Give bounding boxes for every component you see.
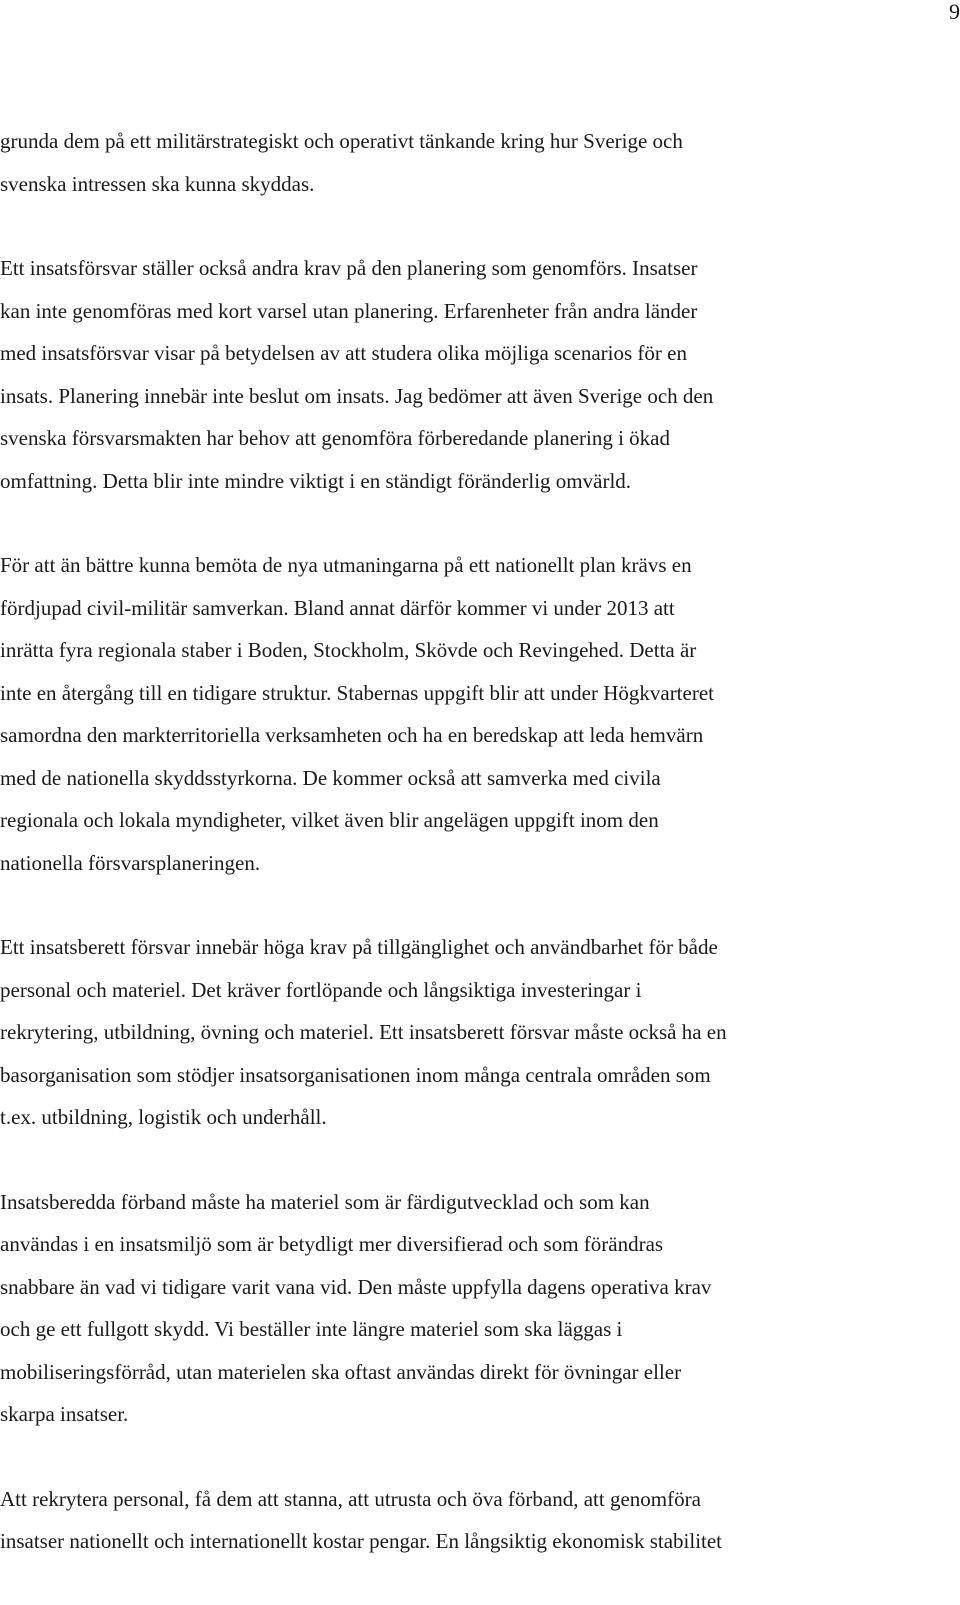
text-line: med insatsförsvar visar på betydelsen av att studera olika möjliga scenarios för en [0,341,687,365]
text-line: t.ex. utbildning, logistik och underhåll. [0,1105,327,1129]
text-line: nationella försvarsplaneringen. [0,850,261,875]
text-line: kan inte genomföras med kort varsel utan planering. Erfarenheter från andra länder [0,298,698,323]
text-line: Ett insatsberett försvar innebär höga krav på tillgänglighet och användbarhet för både [0,935,718,959]
text-line: regionala och lokala myndigheter, vilket även blir angelägen uppgift inom den [0,808,659,832]
paragraph-3 [0,544,960,884]
text-line: snabbare än vad vi tidigare varit vana vid. Den måste uppfylla dagens operativa krav [0,1274,712,1299]
text-line: fördjupad civil-militär samverkan. Bland annat därför kommer vi under 2013 att [0,595,675,620]
text-line: Att rekrytera personal, få dem att stanna, att utrusta och öva förband, att genomföra [0,1486,701,1511]
text-line: skarpa insatser. [0,1402,129,1426]
text-line: insats. Planering innebär inte beslut om insats. Jag bedömer att även Sverige och den [0,383,714,408]
text-line: basorganisation som stödjer insatsorganisationen inom många centrala områden som [0,1062,711,1087]
paragraph-2 [0,247,960,502]
paragraph-6 [0,1478,960,1563]
text-line: Insatsberedda förband måste ha materiel som är färdigutvecklad och som kan [0,1189,650,1214]
paragraph-1 [0,120,960,205]
paragraph-5 [0,1181,960,1436]
text-line: inte en återgång till en tidigare struktur. Stabernas uppgift blir att under Högkvarteret [0,680,714,705]
paragraph-4 [0,926,960,1139]
text-line: personal och materiel. Det kräver fortlöpande och långsiktiga investeringar i [0,977,642,1002]
text-line: med de nationella skyddsstyrkorna. De kommer också att samverka med civila [0,765,661,790]
text-line: insatser nationellt och internationellt kostar pengar. En långsiktig ekonomisk stabilitet [0,1529,723,1553]
text-line: samordna den markterritoriella verksamheten och ha en beredskap att leda hemvärn [0,723,704,747]
document-body [0,120,960,1605]
text-line: omfattning. Detta blir inte mindre viktigt i en ständigt föränderlig omvärld. [0,468,632,493]
text-line: mobiliseringsförråd, utan materielen ska oftast användas direkt för övningar eller [0,1359,682,1384]
text-line: svenska intressen ska kunna skyddas. [0,171,315,196]
text-line: grunda dem på ett militärstrategiskt och operativt tänkande kring hur Sverige och [0,129,683,153]
text-line: inrätta fyra regionala staber i Boden, Stockholm, Skövde och Revingehed. Detta är [0,638,697,662]
text-line: och ge ett fullgott skydd. Vi beställer inte längre materiel som ska läggas i [0,1317,623,1341]
text-line: rekrytering, utbildning, övning och materiel. Ett insatsberett försvar måste också ha en [0,1020,727,1044]
text-line: Ett insatsförsvar ställer också andra krav på den planering som genomförs. Insatser [0,256,698,280]
page-number: 9 [949,0,960,24]
text-line: För att än bättre kunna bemöta de nya utmaningarna på ett nationellt plan krävs en [0,553,692,577]
text-line: svenska försvarsmakten har behov att genomföra förberedande planering i ökad [0,426,671,450]
text-line: användas i en insatsmiljö som är betydligt mer diversifierad och som förändras [0,1232,664,1256]
